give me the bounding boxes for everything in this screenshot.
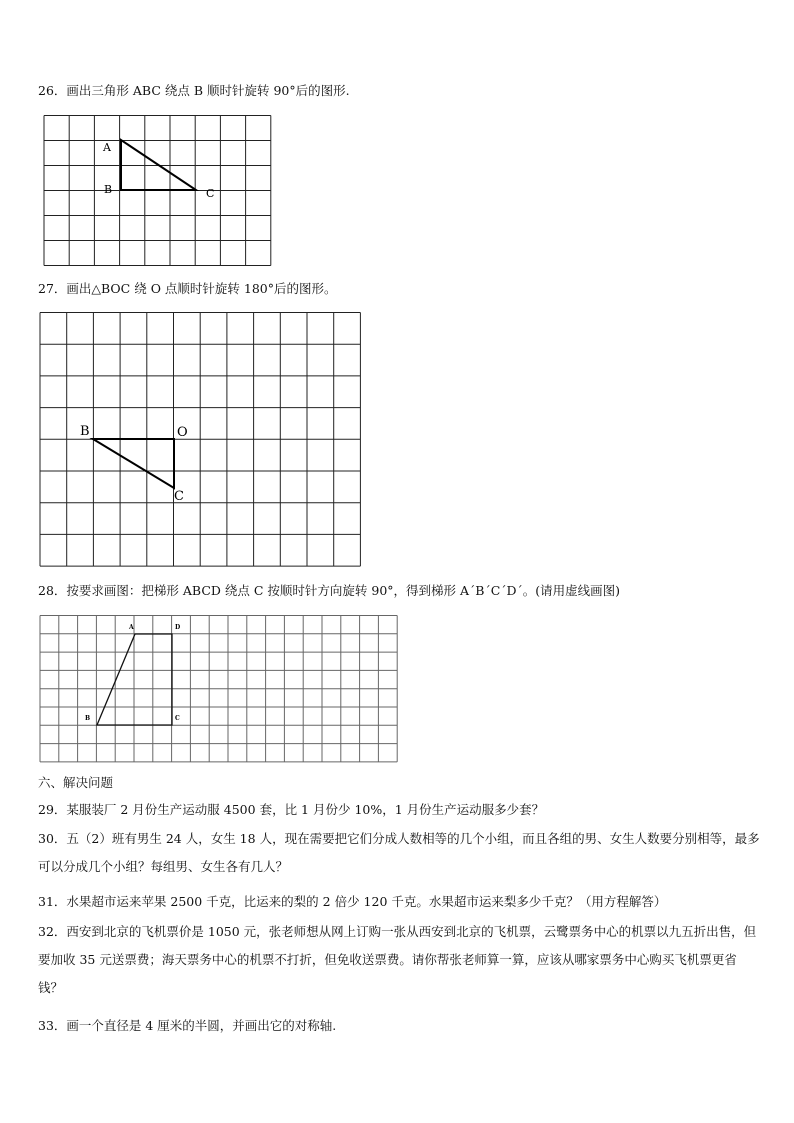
label-o: O <box>177 425 188 440</box>
label-c: C <box>175 715 180 722</box>
label-d: D <box>175 624 181 631</box>
label-a: A <box>103 141 111 154</box>
question-26: 26．画出三角形 ABC 绕点 B 顺时针旋转 90°后的图形. <box>38 83 350 98</box>
label-b: B <box>85 715 91 722</box>
question-33: 33．画一个直径是 4 厘米的半圆，并画出它的对称轴. <box>38 1018 337 1033</box>
question-30: 30．五（2）班有男生 24 人，女生 18 人，现在需要把它们分成人数相等的几个小组，而且各组的男、女生人数要分别相等，最多可以分成几个小组？每组男、女生各有几人？ <box>38 831 760 874</box>
question-32: 32．西安到北京的飞机票价是 1050 元，张老师想从网上订购一张从西安到北京的飞机票，云鹭票务中心的机票以九五折出售，但要加收 35 元送票费；海天票务中心的机票不打折，但免收送票费。请你帮张老师算一算，应该从哪家票务中心购买飞机票更省钱？ <box>38 924 757 995</box>
label-c: C <box>206 187 215 200</box>
question-27: 27．画出△BOC 绕 O 点顺时针旋转 180°后的图形。 <box>38 281 337 296</box>
grid-figure-26 <box>43 115 275 271</box>
label-c: C <box>174 489 184 504</box>
grid-figure-27 <box>39 312 363 568</box>
label-b: B <box>104 183 113 196</box>
question-31: 31．水果超市运来苹果 2500 千克，比运来的梨的 2 倍少 120 千克。水果超市运来梨多少千克？（用方程解答） <box>38 894 667 909</box>
triangle-boc <box>93 439 174 488</box>
label-a: A <box>129 624 134 631</box>
question-28: 28．按要求画图：把梯形 ABCD 绕点 C 按顺时针方向旋转 90°，得到梯形 A´B´C´D´。(请用虚线画图) <box>38 583 621 598</box>
section-heading: 六、解决问题 <box>38 775 114 790</box>
question-29: 29．某服装厂 2 月份生产运动服 4500 套，比 1 月份少 10%，1 月份生产运动服多少套？ <box>38 802 545 817</box>
label-b: B <box>80 424 90 439</box>
grid-figure-28 <box>39 615 401 765</box>
